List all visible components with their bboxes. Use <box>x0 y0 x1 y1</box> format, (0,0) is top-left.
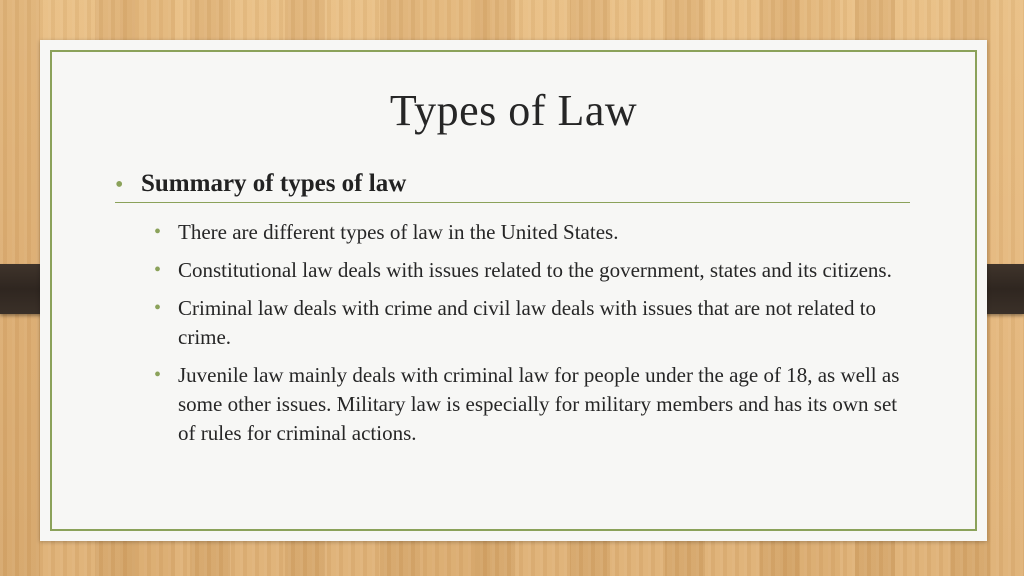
bullet-text: There are different types of law in the United States. <box>178 220 619 244</box>
section-heading: Summary of types of law <box>141 170 407 197</box>
bullet-dot-icon: • <box>115 172 124 198</box>
list-item <box>152 218 912 247</box>
bullet-dot-icon: • <box>154 297 162 319</box>
bullet-dot-icon: • <box>154 221 162 243</box>
list-item <box>152 256 912 285</box>
slide-card <box>40 40 987 541</box>
list-item <box>152 294 912 352</box>
bullet-text: Juvenile law mainly deals with criminal law for people under the age of 18, as well as some other issues. Military law is especially for military members and has its own set of rules for criminal actions. <box>178 363 900 445</box>
bullet-dot-icon: • <box>154 259 162 281</box>
sub-bullet-list <box>152 218 912 457</box>
list-item <box>152 361 912 448</box>
bullet-text: Criminal law deals with crime and civil law deals with issues that are not related to crime. <box>178 296 877 349</box>
bullet-dot-icon: • <box>154 364 162 386</box>
level1-bullet <box>115 168 910 203</box>
bullet-text: Constitutional law deals with issues related to the government, states and its citizens. <box>178 258 892 282</box>
slide-title: Types of Law <box>389 86 638 135</box>
